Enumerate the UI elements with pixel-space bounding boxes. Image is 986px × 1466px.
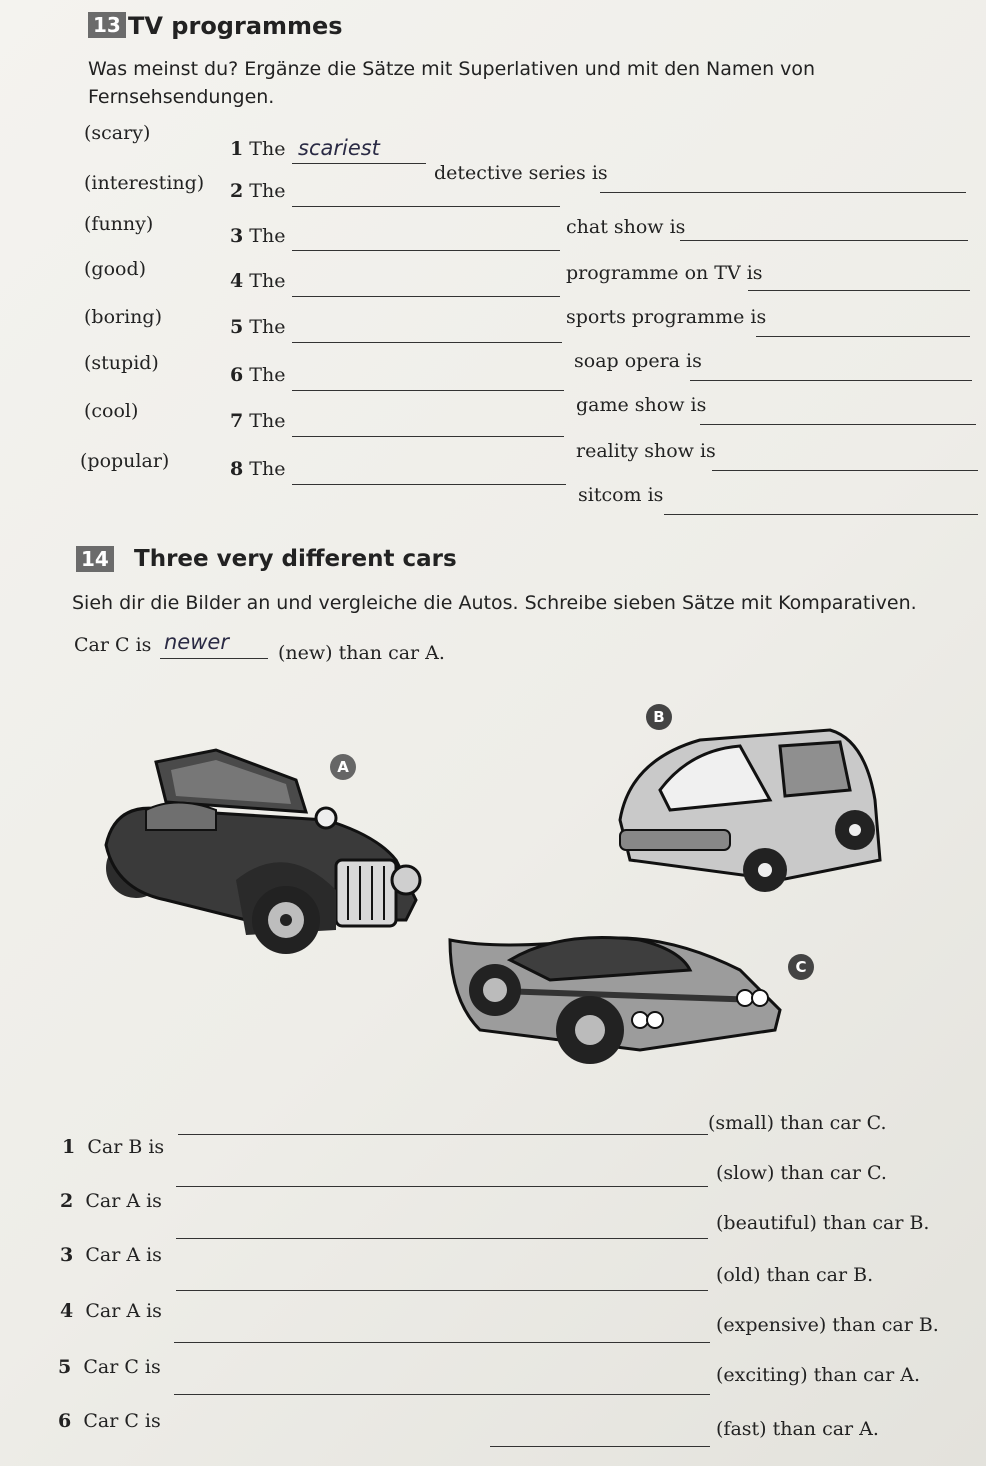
ex14-example-end: (new) than car A. [278, 642, 445, 664]
ex13-name-line[interactable] [690, 380, 972, 381]
ex13-num: 5 [230, 316, 244, 338]
ex13-the: The [249, 458, 286, 480]
ex13-program: detective series is [434, 162, 608, 184]
ex14-sentence-start [58, 1410, 161, 1432]
car-c-illustration [440, 920, 790, 1080]
ex13-the: The [249, 410, 286, 432]
ex13-cue: (funny) [84, 213, 154, 235]
ex14-example-line [160, 658, 268, 659]
ex13-num: 1 [230, 138, 244, 160]
ex13-name-line[interactable] [712, 470, 978, 471]
ex13-name-line[interactable] [700, 424, 976, 425]
ex14-answer-line[interactable] [174, 1342, 710, 1343]
ex13-answer-line[interactable] [292, 296, 560, 297]
ex14-subject: Car C is [83, 1356, 161, 1378]
ex14-subject: Car C is [83, 1410, 161, 1432]
exercise-13-instruction-line1: Was meinst du? Ergänze die Sätze mit Superlativen und mit den Namen von [88, 58, 816, 80]
ex13-sentence-start [230, 316, 285, 338]
ex13-sentence-start [230, 180, 285, 202]
ex13-num: 7 [230, 410, 244, 432]
exercise-13-number: 13 [88, 12, 126, 38]
ex14-sentence-end: (fast) than car A. [716, 1418, 879, 1440]
ex13-the: The [249, 225, 286, 247]
ex14-sentence-start [58, 1356, 161, 1378]
exercise-14-instruction: Sieh dir die Bilder an und vergleiche die Autos. Schreibe sieben Sätze mit Komparativen. [72, 592, 917, 614]
ex14-num: 3 [60, 1244, 74, 1266]
ex13-answer-line[interactable] [292, 390, 564, 391]
ex14-sentence-start [62, 1136, 164, 1158]
ex13-cue: (boring) [84, 306, 162, 328]
ex13-the: The [249, 138, 286, 160]
ex14-num: 1 [62, 1136, 76, 1158]
exercise-13-instruction-line2: Fernsehsendungen. [88, 86, 275, 108]
ex13-answer: scariest [298, 136, 380, 160]
ex13-name-line[interactable] [664, 514, 978, 515]
ex13-sentence-start [230, 364, 285, 386]
ex14-sentence-end: (slow) than car C. [716, 1162, 887, 1184]
ex14-sentence-end: (small) than car C. [708, 1112, 887, 1134]
ex14-subject: Car A is [85, 1300, 162, 1322]
ex14-answer-line[interactable] [176, 1186, 708, 1187]
ex13-program: reality show is [576, 440, 716, 462]
ex14-sentence-end: (expensive) than car B. [716, 1314, 939, 1336]
ex13-answer-line[interactable] [292, 436, 564, 437]
ex13-program: game show is [576, 394, 707, 416]
ex13-cue: (interesting) [84, 172, 205, 194]
ex13-program: sitcom is [578, 484, 664, 506]
exercise-13-title: TV programmes [128, 12, 343, 40]
ex14-sentence-end: (exciting) than car A. [716, 1364, 920, 1386]
ex14-answer-line[interactable] [178, 1134, 708, 1135]
ex14-answer-line[interactable] [490, 1446, 710, 1447]
ex14-example-answer: newer [164, 630, 229, 654]
ex13-num: 8 [230, 458, 244, 480]
ex13-name-line[interactable] [600, 192, 966, 193]
ex14-answer-line[interactable] [176, 1238, 708, 1239]
ex14-num: 4 [60, 1300, 74, 1322]
ex13-num: 2 [230, 180, 244, 202]
ex13-answer-line[interactable] [292, 163, 426, 164]
ex13-answer-line[interactable] [292, 342, 562, 343]
ex14-subject: Car A is [85, 1190, 162, 1212]
ex13-program: sports programme is [566, 306, 767, 328]
ex14-answer-line[interactable] [176, 1290, 708, 1291]
ex13-program: chat show is [566, 216, 686, 238]
ex13-name-line[interactable] [756, 336, 970, 337]
ex14-num: 5 [58, 1356, 72, 1378]
ex14-num: 2 [60, 1190, 74, 1212]
ex14-sentence-start [60, 1190, 162, 1212]
car-a-illustration [96, 740, 436, 970]
ex13-answer-line[interactable] [292, 250, 560, 251]
exercise-14-number: 14 [76, 546, 114, 572]
ex13-cue: (good) [84, 258, 147, 280]
ex13-answer-line[interactable] [292, 206, 560, 207]
car-c-label: C [788, 954, 814, 980]
ex13-the: The [249, 180, 286, 202]
ex14-sentence-start [60, 1300, 162, 1322]
ex13-cue: (scary) [84, 122, 151, 144]
ex13-name-line[interactable] [680, 240, 968, 241]
car-b-illustration [600, 720, 890, 895]
ex14-sentence-end: (beautiful) than car B. [716, 1212, 930, 1234]
ex14-sentence-end: (old) than car B. [716, 1264, 874, 1286]
ex14-answer-line[interactable] [174, 1394, 710, 1395]
ex13-sentence-start [230, 410, 285, 432]
ex13-sentence-start [230, 225, 285, 247]
ex13-cue: (cool) [84, 400, 139, 422]
ex13-cue: (stupid) [84, 352, 159, 374]
ex13-the: The [249, 270, 286, 292]
ex13-program: programme on TV is [566, 262, 763, 284]
ex13-sentence-start [230, 138, 285, 160]
ex13-answer-line[interactable] [292, 484, 566, 485]
ex13-num: 6 [230, 364, 244, 386]
exercise-14-title: Three very different cars [134, 546, 457, 572]
ex13-program: soap opera is [574, 350, 702, 372]
ex14-subject: Car B is [87, 1136, 165, 1158]
car-b-label: B [646, 704, 672, 730]
ex14-subject: Car A is [85, 1244, 162, 1266]
ex14-num: 6 [58, 1410, 72, 1432]
ex13-cue: (popular) [80, 450, 170, 472]
ex13-the: The [249, 364, 286, 386]
car-a-label: A [330, 754, 356, 780]
ex13-num: 3 [230, 225, 244, 247]
ex14-example-start: Car C is [74, 634, 152, 656]
ex13-sentence-start [230, 458, 285, 480]
ex13-sentence-start [230, 270, 285, 292]
ex13-name-line[interactable] [748, 290, 970, 291]
ex13-the: The [249, 316, 286, 338]
ex13-num: 4 [230, 270, 244, 292]
ex14-sentence-start [60, 1244, 162, 1266]
